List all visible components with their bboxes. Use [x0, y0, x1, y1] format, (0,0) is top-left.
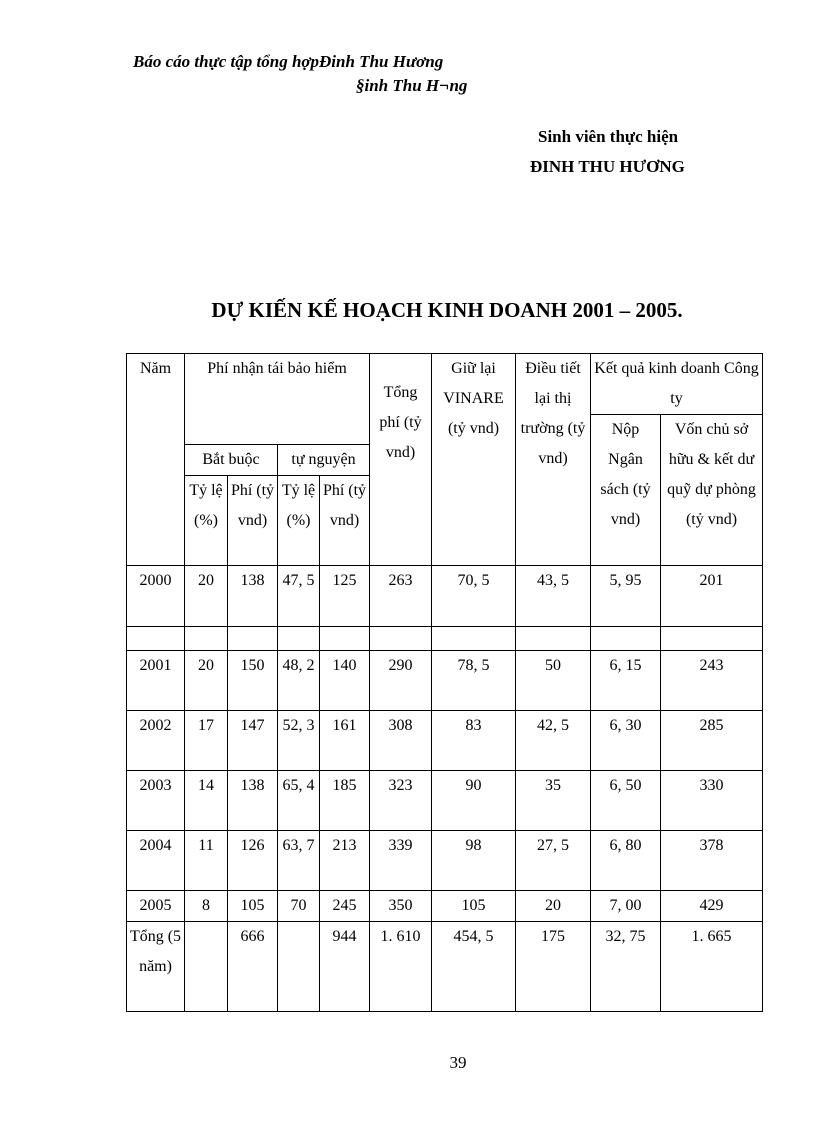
cell-rate-mandatory: 20	[185, 651, 228, 711]
cell-fee-mandatory: 138	[228, 566, 278, 627]
cell-fee-mandatory: 138	[228, 771, 278, 831]
table-row-2002	[127, 711, 763, 771]
page-title: DỰ KIẾN KẾ HOẠCH KINH DOANH 2001 – 2005.	[211, 298, 683, 322]
cell-fee-mandatory: 126	[228, 831, 278, 891]
cell-total-fee: 263	[370, 566, 432, 627]
header-voluntary: tự nguyện	[278, 445, 370, 476]
cell-fee-voluntary: 125	[320, 566, 370, 627]
cell-market: 43, 5	[516, 566, 591, 627]
header-total-fee: Tổng phí (tỷ vnd)	[370, 354, 432, 566]
header-fee-mandatory: Phí (tỷ vnd)	[228, 476, 278, 566]
author-label: Sinh viên thực hiện	[538, 127, 679, 146]
cell-total-fee: 308	[370, 711, 432, 771]
table-row-2004	[127, 831, 763, 891]
cell-fee-voluntary: 185	[320, 771, 370, 831]
header-year: Năm	[127, 354, 185, 566]
cell-fee-voluntary: 140	[320, 651, 370, 711]
cell-total-fee: 290	[370, 651, 432, 711]
cell-equity: 378	[661, 831, 763, 891]
header-retained: Giữ lại VINARE (tỷ vnd)	[432, 354, 516, 566]
cell-budget: 6, 50	[591, 771, 661, 831]
cell-rate-voluntary: 63, 7	[278, 831, 320, 891]
header-rate-mandatory: Tỷ lệ (%)	[185, 476, 228, 566]
cell-retained: 105	[432, 891, 516, 922]
cell-market: 42, 5	[516, 711, 591, 771]
cell-retained: 83	[432, 711, 516, 771]
cell-year: 2000	[127, 566, 185, 627]
cell-market: 50	[516, 651, 591, 711]
table-row-2001	[127, 651, 763, 711]
header-mandatory: Bắt buộc	[185, 445, 278, 476]
report-header-author: §inh Thu H¬ng	[356, 76, 468, 95]
cell-retained: 90	[432, 771, 516, 831]
cell-market: 20	[516, 891, 591, 922]
cell-market: 175	[516, 922, 591, 1012]
cell-equity: 285	[661, 711, 763, 771]
cell-rate-mandatory	[185, 922, 228, 1012]
cell-year: 2003	[127, 771, 185, 831]
cell-fee-voluntary: 245	[320, 891, 370, 922]
cell-total-fee: 339	[370, 831, 432, 891]
cell-retained: 98	[432, 831, 516, 891]
cell-rate-voluntary: 52, 3	[278, 711, 320, 771]
cell-total-label: Tổng (5 năm)	[127, 922, 185, 1012]
cell-retained: 78, 5	[432, 651, 516, 711]
table-row-2000	[127, 566, 763, 627]
cell-rate-voluntary	[278, 922, 320, 1012]
cell-rate-mandatory: 8	[185, 891, 228, 922]
cell-fee-voluntary: 161	[320, 711, 370, 771]
cell-rate-mandatory: 11	[185, 831, 228, 891]
table-row-empty	[127, 627, 763, 651]
table-row-total	[127, 922, 763, 1012]
cell-equity: 243	[661, 651, 763, 711]
cell-rate-mandatory: 14	[185, 771, 228, 831]
cell-year: 2004	[127, 831, 185, 891]
header-budget: Nộp Ngân sách (tỷ vnd)	[591, 415, 661, 566]
header-equity: Vốn chủ sở hữu & kết dư quỹ dự phòng (tỷ vnd)	[661, 415, 763, 566]
cell-rate-voluntary: 70	[278, 891, 320, 922]
business-plan-table	[126, 353, 763, 1012]
cell-fee-mandatory: 105	[228, 891, 278, 922]
cell-equity: 201	[661, 566, 763, 627]
cell-retained: 454, 5	[432, 922, 516, 1012]
cell-retained: 70, 5	[432, 566, 516, 627]
cell-market: 27, 5	[516, 831, 591, 891]
cell-budget: 6, 15	[591, 651, 661, 711]
cell-budget: 7, 00	[591, 891, 661, 922]
cell-rate-voluntary: 48, 2	[278, 651, 320, 711]
cell-market: 35	[516, 771, 591, 831]
cell-year: 2002	[127, 711, 185, 771]
cell-total-fee: 350	[370, 891, 432, 922]
cell-budget: 5, 95	[591, 566, 661, 627]
cell-rate-mandatory: 20	[185, 566, 228, 627]
author-name: ĐINH THU HƯƠNG	[530, 157, 685, 176]
cell-rate-mandatory: 17	[185, 711, 228, 771]
cell-total-fee: 1. 610	[370, 922, 432, 1012]
cell-budget: 6, 80	[591, 831, 661, 891]
report-header-title: Báo cáo thực tập tổng hợpĐinh Thu Hương	[133, 52, 444, 71]
cell-fee-voluntary: 944	[320, 922, 370, 1012]
cell-equity: 330	[661, 771, 763, 831]
table-row-2005	[127, 891, 763, 922]
cell-budget: 32, 75	[591, 922, 661, 1012]
cell-year: 2005	[127, 891, 185, 922]
cell-fee-mandatory: 666	[228, 922, 278, 1012]
cell-fee-mandatory: 147	[228, 711, 278, 771]
cell-rate-voluntary: 65, 4	[278, 771, 320, 831]
cell-fee-mandatory: 150	[228, 651, 278, 711]
header-result-group: Kết quả kinh doanh Công ty	[591, 354, 763, 415]
header-fee-voluntary: Phí (tỷ vnd)	[320, 476, 370, 566]
header-market: Điều tiết lại thị trường (tỷ vnd)	[516, 354, 591, 566]
table-row-2003	[127, 771, 763, 831]
cell-total-fee: 323	[370, 771, 432, 831]
cell-equity: 1. 665	[661, 922, 763, 1012]
cell-equity: 429	[661, 891, 763, 922]
header-premium-group: Phí nhận tái bảo hiểm	[185, 354, 370, 445]
cell-rate-voluntary: 47, 5	[278, 566, 320, 627]
header-rate-voluntary: Tỷ lệ (%)	[278, 476, 320, 566]
page-number: 39	[449, 1053, 467, 1072]
cell-year: 2001	[127, 651, 185, 711]
cell-budget: 6, 30	[591, 711, 661, 771]
cell-fee-voluntary: 213	[320, 831, 370, 891]
